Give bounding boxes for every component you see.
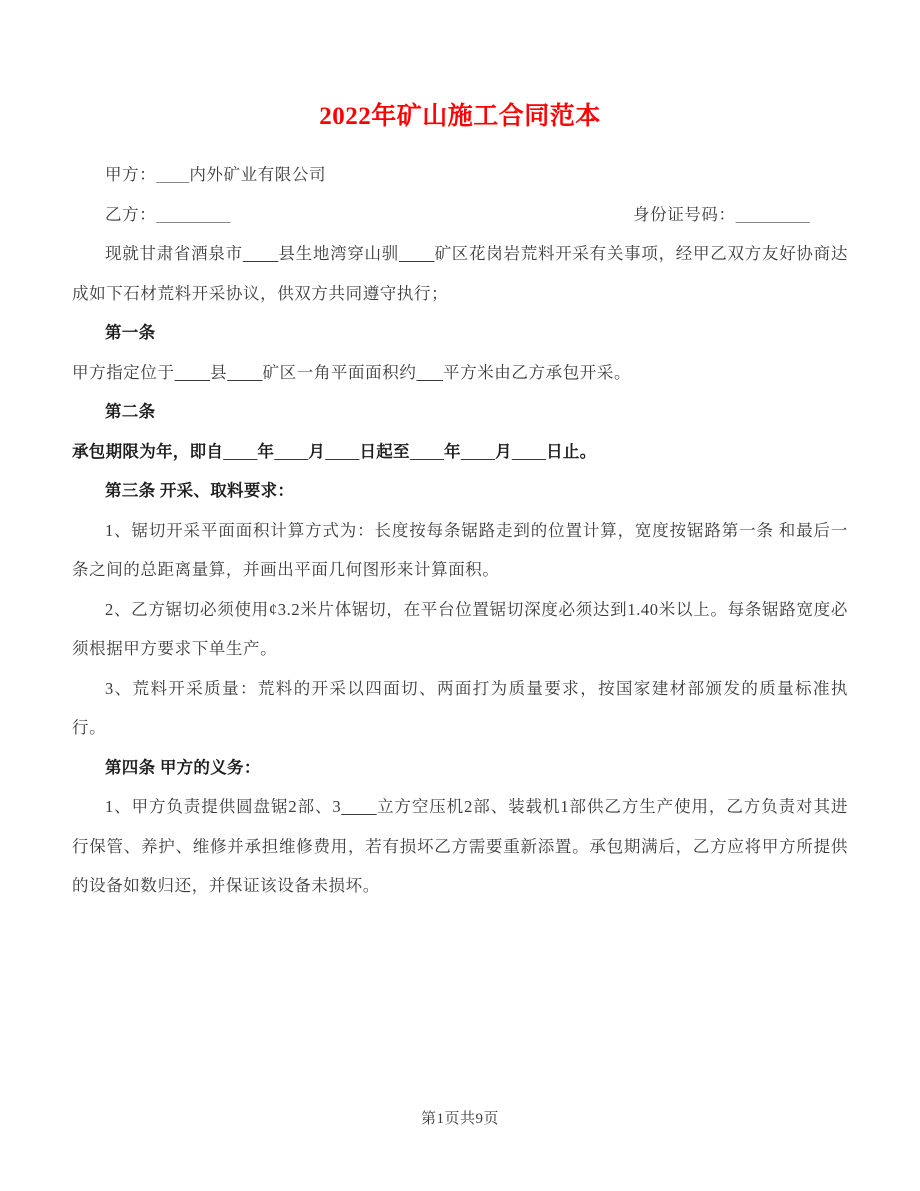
article-4-heading: 第四条 甲方的义务： xyxy=(105,757,261,777)
article-3-heading: 第三条 开采、取料要求： xyxy=(105,481,295,500)
id-number-blank xyxy=(736,205,810,224)
id-number-label: 身份证号码： xyxy=(633,204,736,224)
article-4-item-1-pre: 1、甲方负责提供圆盘锯2部、3 xyxy=(105,797,342,816)
article-2-body xyxy=(72,432,848,472)
id-number-cell xyxy=(600,195,810,235)
article-3-item-2: 2、乙方锯切必须使用¢3.2米片体锯切，在平台位置锯切深度必须达到1.40米以上。每条锯路宽度必须根据甲方要求下单生产。 xyxy=(72,599,848,658)
party-b-line xyxy=(72,195,848,235)
party-a-value: 内外矿业有限公司 xyxy=(189,165,327,184)
article-2-blank-5 xyxy=(461,442,495,461)
article-2-mid-1: 年 xyxy=(257,441,275,461)
page-title: 2022年矿山施工合同范本 xyxy=(319,103,601,130)
preamble-post: 矿区花岗岩荒料开采有关事项，经甲乙双方友好协商达成如下石材荒料开采协议，供双方共同遵守执行； xyxy=(72,244,848,303)
article-2-mid-4: 年 xyxy=(444,441,461,461)
article-2-heading: 第二条 xyxy=(105,402,156,421)
article-1-body xyxy=(72,353,848,393)
article-4-item-1-post: 立方空压机2部、装载机1部供乙方生产使用，乙方负责对其进行保管、养护、维修并承担维修费用，若有损坏乙方需要重新添置。承包期满后，乙方应将甲方所提供的设备如数归还，并保证该设备未损坏。 xyxy=(72,797,848,895)
preamble-pre: 现就甘肃省酒泉市 xyxy=(105,244,243,263)
article-2-blank-1 xyxy=(223,442,257,461)
article-2-blank-4 xyxy=(410,442,444,461)
article-2-blank-2 xyxy=(274,442,308,461)
article-2-mid-2: 月 xyxy=(308,441,326,461)
article-1-pre: 甲方指定位于 xyxy=(72,362,175,382)
article-4-item-1 xyxy=(72,787,848,906)
article-2-mid-3: 日起至 xyxy=(359,441,410,461)
preamble-blank-1 xyxy=(243,244,278,263)
preamble-blank-2 xyxy=(399,244,434,263)
article-1-blank-3 xyxy=(416,363,443,382)
preamble-paragraph xyxy=(72,234,848,313)
party-a-blank xyxy=(156,165,189,184)
preamble-mid: 县生地湾穿山驯 xyxy=(278,244,400,263)
article-4-item-1-blank xyxy=(341,797,376,816)
party-b-label: 乙方： xyxy=(105,204,157,224)
article-2-blank-3 xyxy=(325,442,359,461)
article-2-mid-5: 月 xyxy=(495,441,512,461)
article-1-heading: 第一条 xyxy=(105,323,156,342)
party-b-blank xyxy=(156,205,230,224)
document-body xyxy=(72,155,848,906)
article-3-item-1: 1、锯切开采平面面积计算方式为：长度按每条锯路走到的位置计算，宽度按锯路第一条 和最后一条之间的总距离量算，并画出平面几何图形来计算面积。 xyxy=(72,520,848,579)
article-1-blank-1 xyxy=(175,363,210,382)
article-3-item-3: 3、荒料开采质量：荒料的开采以四面切、两面打为质量要求，按国家建材部颁发的质量标准执行。 xyxy=(72,678,848,737)
article-2-blank-6 xyxy=(512,442,546,461)
article-2-pre: 承包期限为年，即自 xyxy=(72,441,224,461)
article-2-post: 日止。 xyxy=(546,441,597,461)
party-a-line xyxy=(72,155,848,195)
party-a-label: 甲方： xyxy=(105,165,157,184)
article-1-mid-2: 矿区一角平面面积约 xyxy=(262,362,417,382)
article-1-blank-2 xyxy=(227,363,262,382)
page-footer: 第1页共9页 xyxy=(420,1111,499,1127)
article-1-mid-1: 县 xyxy=(210,362,228,382)
article-1-post: 平方米由乙方承包开采。 xyxy=(443,362,632,382)
